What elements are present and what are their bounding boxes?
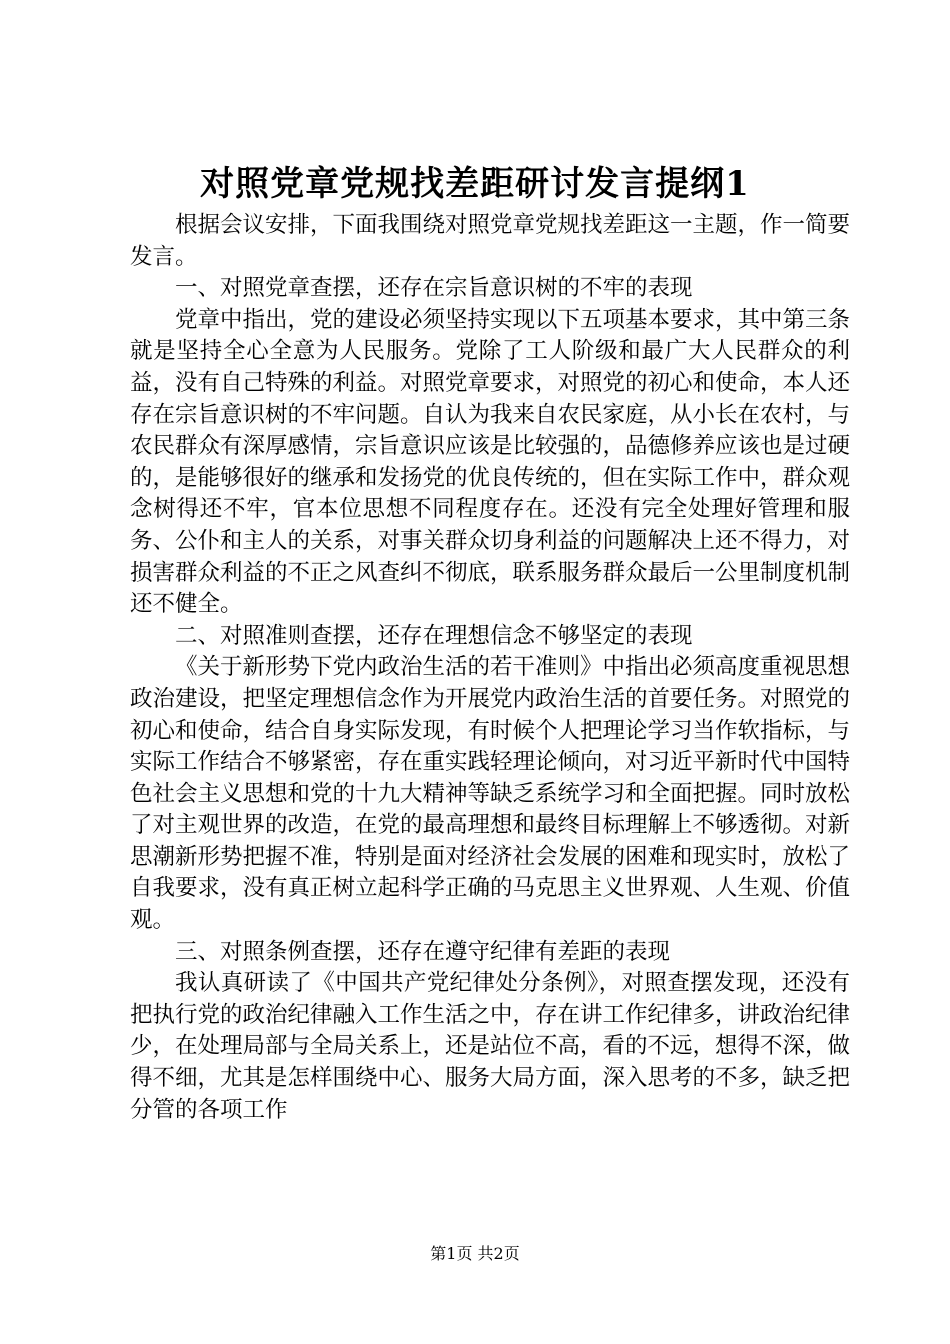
paragraph-section-1: 党章中指出，党的建设必须坚持实现以下五项基本要求，其中第三条就是坚持全心全意为人民服务。党除了工人阶级和最广大人民群众的利益，没有自己特殊的利益。对照党章要求，对照党的初心和使命，本人还存在宗旨意识树的不牢问题。自认为我来自农民家庭，从小长在农村，与农民群众有深厚感情，宗旨意识应该是比较强的，品德修养应该也是过硬的，是能够很好的继承和发扬党的优良传统的，但在实际工作中，群众观念树得还不牢，官本位思想不同程度存在。还没有完全处理好管理和服务、公仆和主人的关系，对事关群众切身利益的问题解决上还不得力，对损害群众利益的不正之风查纠不彻底，联系服务群众最后一公里制度机制还不健全。 xyxy=(130,306,851,618)
paragraph-section-3: 我认真研读了《中国共产党纪律处分条例》，对照查摆发现，还没有把执行党的政治纪律融入工作生活之中，存在讲工作纪律多，讲政治纪律少，在处理局部与全局关系上，还是站位不高，看的不远，想得不深，做得不细，尤其是怎样围绕中心、服务大局方面，深入思考的不多，缺乏把分管的各项工作 xyxy=(130,970,851,1123)
document-body xyxy=(130,210,850,1126)
section-heading-2: 二、对照准则查摆，还存在理想信念不够坚定的表现 xyxy=(175,622,693,649)
section-heading-1: 一、对照党章查摆，还存在宗旨意识树的不牢的表现 xyxy=(175,275,693,302)
section-heading-3: 三、对照条例查摆，还存在遵守纪律有差距的表现 xyxy=(175,938,671,965)
document-title: 对照党章党规找差距研讨发言提纲1 xyxy=(200,164,750,204)
page-number-footer: 第1页 共2页 xyxy=(430,1244,520,1263)
paragraph-section-2: 《关于新形势下党内政治生活的若干准则》中指出必须高度重视思想政治建设，把坚定理想信念作为开展党内政治生活的首要任务。对照党的初心和使命，结合自身实际发现，有时候个人把理论学习当作软指标，与实际工作结合不够紧密，存在重实践轻理论倾向，对习近平新时代中国特色社会主义思想和党的十九大精神等缺乏系统学习和全面把握。同时放松了对主观世界的改造，在党的最高理想和最终目标理解上不够透彻。对新思潮新形势把握不准，特别是面对经济社会发展的困难和现实时，放松了自我要求，没有真正树立起科学正确的马克思主义世界观、人生观、价值观。 xyxy=(130,654,851,934)
paragraph-intro: 根据会议安排，下面我围绕对照党章党规找差距这一主题，作一简要发言。 xyxy=(130,212,851,270)
